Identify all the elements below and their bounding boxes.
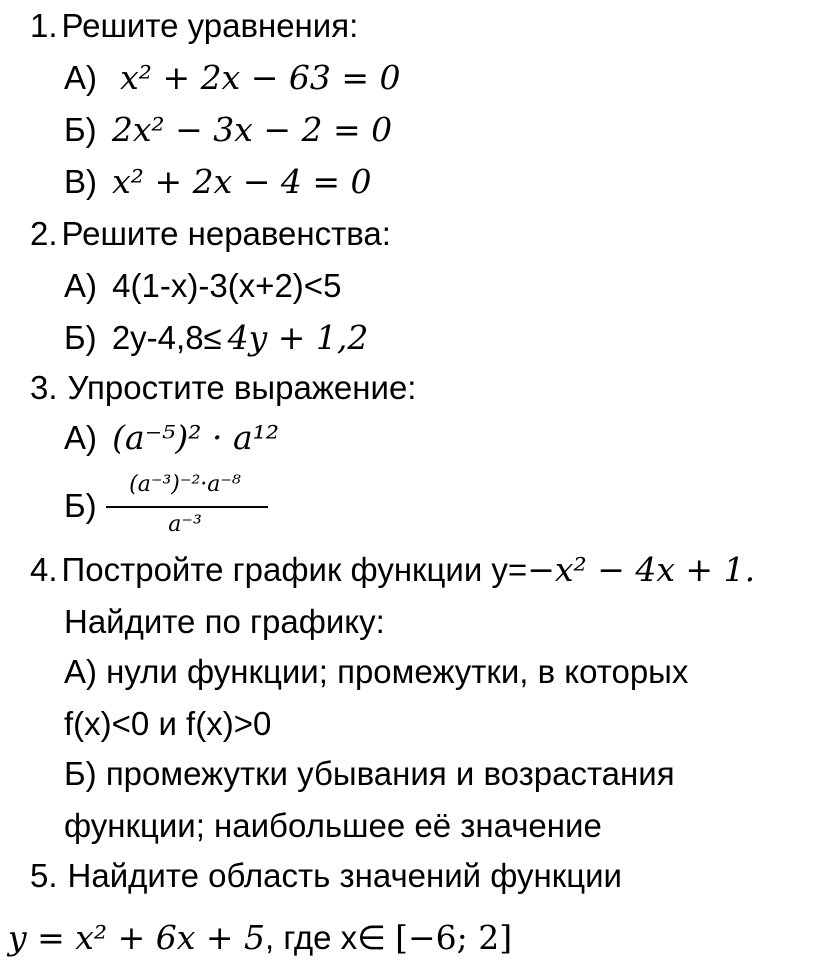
task-2-heading <box>30 214 391 254</box>
task-4a-line1: А) нули функции; промежутки, в которых <box>64 653 689 690</box>
task-3b-fraction <box>100 466 270 540</box>
task-4-heading <box>30 550 755 590</box>
task-number: 5. <box>30 857 58 894</box>
task-number: 3. <box>30 369 58 406</box>
item-label: В) <box>64 163 97 200</box>
task-number: 4. <box>30 551 58 588</box>
task-1b <box>64 110 392 150</box>
fraction-denominator: a⁻³ <box>168 512 202 537</box>
task-4b-line2: функции; наибольшее её значение <box>64 807 602 844</box>
task-1c <box>64 162 372 202</box>
task-text: Решите неравенства: <box>61 215 391 252</box>
task-text: Решите уравнения: <box>61 7 359 44</box>
task-number: 1. <box>30 7 58 44</box>
fraction-bar <box>106 506 268 508</box>
function-expression: −x² − 4x + 1. <box>527 550 756 589</box>
item-label: А) <box>64 59 97 96</box>
task-text: Упростите выражение: <box>67 369 417 406</box>
where-text: , где x∈ <box>264 919 386 956</box>
task-3-heading <box>30 368 416 408</box>
item-label: Б) <box>64 111 97 148</box>
expression: (a⁻⁵)² · a¹² <box>112 418 280 457</box>
inequality-right: 4y + 1,2 <box>227 318 369 357</box>
task-2b <box>64 318 368 358</box>
task-5-heading <box>30 856 622 896</box>
task-number: 2. <box>30 215 58 252</box>
equation: x² + 2x − 4 = 0 <box>112 162 372 201</box>
task-4a-line2: f(x)<0 и f(x)>0 <box>64 705 272 742</box>
task-1-heading <box>30 6 358 46</box>
item-label: Б) <box>64 319 97 356</box>
task-text: Постройте график функции y= <box>61 551 528 588</box>
inequality-left: 2y-4,8≤ <box>111 319 222 356</box>
task-4-find: Найдите по графику: <box>64 603 385 640</box>
task-3b-label: Б) <box>64 487 97 524</box>
inequality: 4(1-x)-3(x+2)<5 <box>112 267 342 304</box>
equation: x² + 2x − 63 = 0 <box>120 58 401 97</box>
task-2a <box>64 266 341 306</box>
task-1a <box>64 58 401 98</box>
equation: 2x² − 3x − 2 = 0 <box>111 110 393 149</box>
task-5-function <box>8 918 512 958</box>
function-expression: y = x² + 6x + 5 <box>8 918 265 957</box>
item-label: А) <box>64 419 97 456</box>
task-text: Найдите область значений функции <box>67 857 622 894</box>
task-4b-line1: Б) промежутки убывания и возрастания <box>64 755 675 792</box>
fraction-numerator: (a⁻³)⁻²·a⁻⁸ <box>129 472 241 497</box>
task-3a <box>64 418 279 458</box>
item-label: А) <box>64 267 97 304</box>
interval: [−6; 2] <box>395 918 513 957</box>
